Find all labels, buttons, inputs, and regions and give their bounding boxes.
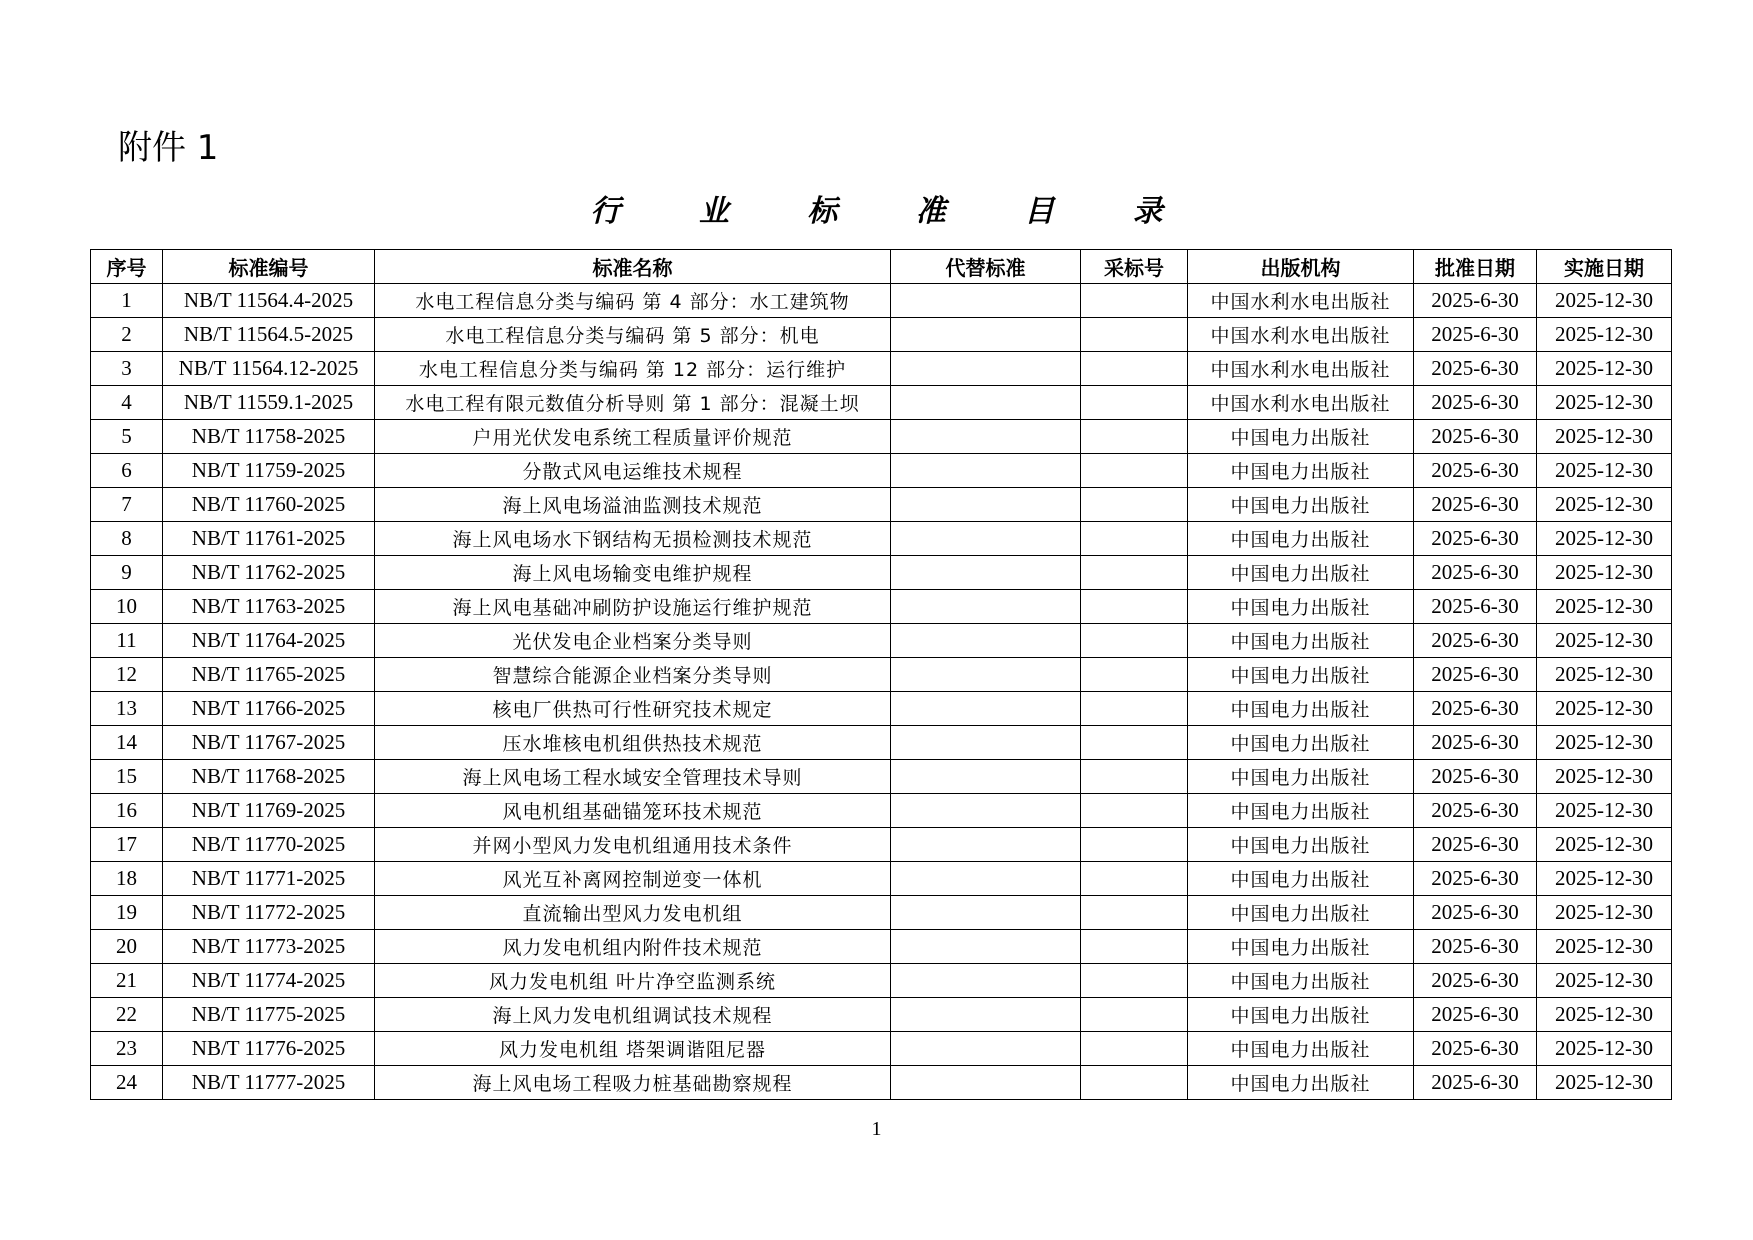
cell-publisher: 中国电力出版社 xyxy=(1188,590,1414,624)
cell-approval-date: 2025-6-30 xyxy=(1414,1032,1537,1066)
cell-standard-name: 海上风电场工程吸力桩基础勘察规程 xyxy=(375,1066,891,1100)
cell-replaced-standard xyxy=(891,420,1081,454)
table-row xyxy=(91,624,1672,658)
header-adopted-standard-number: 采标号 xyxy=(1081,250,1188,284)
table-row xyxy=(91,760,1672,794)
cell-standard-number: NB/T 11564.5-2025 xyxy=(163,318,375,352)
header-publisher: 出版机构 xyxy=(1188,250,1414,284)
cell-standard-number: NB/T 11767-2025 xyxy=(163,726,375,760)
cell-adopted-standard-number xyxy=(1081,760,1188,794)
cell-standard-number: NB/T 11768-2025 xyxy=(163,760,375,794)
cell-standard-number: NB/T 11764-2025 xyxy=(163,624,375,658)
attachment-label: 附件 1 xyxy=(118,128,219,168)
cell-index: 1 xyxy=(91,284,163,318)
cell-standard-name: 风力发电机组 叶片净空监测系统 xyxy=(375,964,891,998)
table-row xyxy=(91,488,1672,522)
cell-adopted-standard-number xyxy=(1081,420,1188,454)
cell-publisher: 中国电力出版社 xyxy=(1188,896,1414,930)
cell-standard-name: 海上风电场溢油监测技术规范 xyxy=(375,488,891,522)
cell-adopted-standard-number xyxy=(1081,1066,1188,1100)
cell-index: 11 xyxy=(91,624,163,658)
cell-implementation-date: 2025-12-30 xyxy=(1537,692,1672,726)
cell-standard-number: NB/T 11559.1-2025 xyxy=(163,386,375,420)
header-implementation-date: 实施日期 xyxy=(1537,250,1672,284)
header-replaced-standard: 代替标准 xyxy=(891,250,1081,284)
table-row xyxy=(91,930,1672,964)
cell-adopted-standard-number xyxy=(1081,964,1188,998)
cell-replaced-standard xyxy=(891,930,1081,964)
cell-implementation-date: 2025-12-30 xyxy=(1537,998,1672,1032)
cell-replaced-standard xyxy=(891,488,1081,522)
cell-replaced-standard xyxy=(891,590,1081,624)
cell-standard-name: 海上风电基础冲刷防护设施运行维护规范 xyxy=(375,590,891,624)
cell-standard-number: NB/T 11564.12-2025 xyxy=(163,352,375,386)
cell-standard-number: NB/T 11776-2025 xyxy=(163,1032,375,1066)
cell-standard-name: 智慧综合能源企业档案分类导则 xyxy=(375,658,891,692)
cell-implementation-date: 2025-12-30 xyxy=(1537,488,1672,522)
cell-approval-date: 2025-6-30 xyxy=(1414,998,1537,1032)
cell-publisher: 中国电力出版社 xyxy=(1188,692,1414,726)
table-row xyxy=(91,522,1672,556)
cell-approval-date: 2025-6-30 xyxy=(1414,692,1537,726)
cell-replaced-standard xyxy=(891,1066,1081,1100)
cell-implementation-date: 2025-12-30 xyxy=(1537,590,1672,624)
cell-publisher: 中国电力出版社 xyxy=(1188,930,1414,964)
cell-approval-date: 2025-6-30 xyxy=(1414,862,1537,896)
cell-replaced-standard xyxy=(891,386,1081,420)
cell-implementation-date: 2025-12-30 xyxy=(1537,386,1672,420)
cell-implementation-date: 2025-12-30 xyxy=(1537,862,1672,896)
cell-index: 6 xyxy=(91,454,163,488)
cell-standard-name: 户用光伏发电系统工程质量评价规范 xyxy=(375,420,891,454)
cell-approval-date: 2025-6-30 xyxy=(1414,420,1537,454)
cell-replaced-standard xyxy=(891,352,1081,386)
cell-adopted-standard-number xyxy=(1081,522,1188,556)
header-index: 序号 xyxy=(91,250,163,284)
cell-standard-name: 水电工程信息分类与编码 第 12 部分：运行维护 xyxy=(375,352,891,386)
cell-approval-date: 2025-6-30 xyxy=(1414,386,1537,420)
cell-implementation-date: 2025-12-30 xyxy=(1537,318,1672,352)
cell-publisher: 中国水利水电出版社 xyxy=(1188,352,1414,386)
cell-approval-date: 2025-6-30 xyxy=(1414,590,1537,624)
table-body xyxy=(91,284,1672,1100)
cell-implementation-date: 2025-12-30 xyxy=(1537,794,1672,828)
cell-approval-date: 2025-6-30 xyxy=(1414,760,1537,794)
cell-adopted-standard-number xyxy=(1081,896,1188,930)
cell-implementation-date: 2025-12-30 xyxy=(1537,1032,1672,1066)
table-row xyxy=(91,352,1672,386)
cell-adopted-standard-number xyxy=(1081,998,1188,1032)
cell-standard-number: NB/T 11766-2025 xyxy=(163,692,375,726)
cell-replaced-standard xyxy=(891,284,1081,318)
table-row xyxy=(91,692,1672,726)
table-row xyxy=(91,658,1672,692)
cell-approval-date: 2025-6-30 xyxy=(1414,454,1537,488)
cell-implementation-date: 2025-12-30 xyxy=(1537,556,1672,590)
cell-standard-number: NB/T 11770-2025 xyxy=(163,828,375,862)
cell-standard-name: 压水堆核电机组供热技术规范 xyxy=(375,726,891,760)
cell-implementation-date: 2025-12-30 xyxy=(1537,624,1672,658)
cell-publisher: 中国电力出版社 xyxy=(1188,760,1414,794)
cell-standard-number: NB/T 11760-2025 xyxy=(163,488,375,522)
cell-standard-number: NB/T 11777-2025 xyxy=(163,1066,375,1100)
cell-publisher: 中国电力出版社 xyxy=(1188,556,1414,590)
cell-adopted-standard-number xyxy=(1081,624,1188,658)
cell-index: 3 xyxy=(91,352,163,386)
cell-index: 24 xyxy=(91,1066,163,1100)
cell-approval-date: 2025-6-30 xyxy=(1414,726,1537,760)
page-title: 行 业 标 准 目 录 xyxy=(590,194,1197,229)
cell-publisher: 中国水利水电出版社 xyxy=(1188,284,1414,318)
cell-standard-name: 风力发电机组 塔架调谐阻尼器 xyxy=(375,1032,891,1066)
cell-implementation-date: 2025-12-30 xyxy=(1537,964,1672,998)
cell-standard-number: NB/T 11564.4-2025 xyxy=(163,284,375,318)
table-row xyxy=(91,1066,1672,1100)
cell-approval-date: 2025-6-30 xyxy=(1414,828,1537,862)
cell-index: 9 xyxy=(91,556,163,590)
cell-publisher: 中国电力出版社 xyxy=(1188,862,1414,896)
cell-standard-number: NB/T 11771-2025 xyxy=(163,862,375,896)
cell-replaced-standard xyxy=(891,454,1081,488)
cell-adopted-standard-number xyxy=(1081,318,1188,352)
cell-replaced-standard xyxy=(891,964,1081,998)
table-row xyxy=(91,828,1672,862)
cell-standard-name: 水电工程信息分类与编码 第 5 部分：机电 xyxy=(375,318,891,352)
cell-adopted-standard-number xyxy=(1081,284,1188,318)
cell-index: 16 xyxy=(91,794,163,828)
cell-adopted-standard-number xyxy=(1081,726,1188,760)
cell-approval-date: 2025-6-30 xyxy=(1414,930,1537,964)
cell-standard-name: 海上风电场工程水域安全管理技术导则 xyxy=(375,760,891,794)
cell-adopted-standard-number xyxy=(1081,556,1188,590)
cell-index: 23 xyxy=(91,1032,163,1066)
cell-standard-name: 海上风电场水下钢结构无损检测技术规范 xyxy=(375,522,891,556)
cell-standard-number: NB/T 11773-2025 xyxy=(163,930,375,964)
cell-implementation-date: 2025-12-30 xyxy=(1537,522,1672,556)
cell-standard-name: 直流输出型风力发电机组 xyxy=(375,896,891,930)
cell-index: 12 xyxy=(91,658,163,692)
cell-publisher: 中国电力出版社 xyxy=(1188,488,1414,522)
cell-publisher: 中国电力出版社 xyxy=(1188,624,1414,658)
cell-publisher: 中国电力出版社 xyxy=(1188,1066,1414,1100)
cell-replaced-standard xyxy=(891,556,1081,590)
cell-replaced-standard xyxy=(891,828,1081,862)
cell-replaced-standard xyxy=(891,998,1081,1032)
cell-approval-date: 2025-6-30 xyxy=(1414,624,1537,658)
cell-implementation-date: 2025-12-30 xyxy=(1537,828,1672,862)
cell-publisher: 中国电力出版社 xyxy=(1188,998,1414,1032)
cell-replaced-standard xyxy=(891,318,1081,352)
cell-standard-number: NB/T 11775-2025 xyxy=(163,998,375,1032)
header-standard-name: 标准名称 xyxy=(375,250,891,284)
cell-implementation-date: 2025-12-30 xyxy=(1537,284,1672,318)
cell-approval-date: 2025-6-30 xyxy=(1414,794,1537,828)
cell-adopted-standard-number xyxy=(1081,454,1188,488)
table-row xyxy=(91,1032,1672,1066)
cell-adopted-standard-number xyxy=(1081,862,1188,896)
cell-index: 21 xyxy=(91,964,163,998)
cell-replaced-standard xyxy=(891,1032,1081,1066)
cell-adopted-standard-number xyxy=(1081,386,1188,420)
cell-standard-name: 分散式风电运维技术规程 xyxy=(375,454,891,488)
cell-replaced-standard xyxy=(891,760,1081,794)
cell-index: 18 xyxy=(91,862,163,896)
standards-table xyxy=(90,249,1672,1100)
cell-index: 20 xyxy=(91,930,163,964)
cell-standard-number: NB/T 11765-2025 xyxy=(163,658,375,692)
cell-standard-name: 水电工程信息分类与编码 第 4 部分：水工建筑物 xyxy=(375,284,891,318)
cell-replaced-standard xyxy=(891,726,1081,760)
cell-standard-number: NB/T 11761-2025 xyxy=(163,522,375,556)
cell-implementation-date: 2025-12-30 xyxy=(1537,420,1672,454)
cell-implementation-date: 2025-12-30 xyxy=(1537,896,1672,930)
cell-replaced-standard xyxy=(891,896,1081,930)
cell-adopted-standard-number xyxy=(1081,828,1188,862)
table-row xyxy=(91,556,1672,590)
table-row xyxy=(91,386,1672,420)
cell-publisher: 中国水利水电出版社 xyxy=(1188,386,1414,420)
cell-approval-date: 2025-6-30 xyxy=(1414,658,1537,692)
cell-implementation-date: 2025-12-30 xyxy=(1537,1066,1672,1100)
page-number: 1 xyxy=(871,1118,882,1140)
cell-standard-name: 并网小型风力发电机组通用技术条件 xyxy=(375,828,891,862)
cell-publisher: 中国电力出版社 xyxy=(1188,828,1414,862)
table-row xyxy=(91,998,1672,1032)
cell-approval-date: 2025-6-30 xyxy=(1414,522,1537,556)
cell-adopted-standard-number xyxy=(1081,1032,1188,1066)
cell-standard-number: NB/T 11758-2025 xyxy=(163,420,375,454)
table-row xyxy=(91,964,1672,998)
cell-approval-date: 2025-6-30 xyxy=(1414,1066,1537,1100)
table-header-row xyxy=(91,250,1672,284)
cell-approval-date: 2025-6-30 xyxy=(1414,488,1537,522)
cell-adopted-standard-number xyxy=(1081,794,1188,828)
cell-adopted-standard-number xyxy=(1081,352,1188,386)
cell-standard-number: NB/T 11774-2025 xyxy=(163,964,375,998)
cell-index: 15 xyxy=(91,760,163,794)
cell-standard-number: NB/T 11763-2025 xyxy=(163,590,375,624)
cell-index: 7 xyxy=(91,488,163,522)
cell-standard-number: NB/T 11762-2025 xyxy=(163,556,375,590)
cell-index: 17 xyxy=(91,828,163,862)
cell-adopted-standard-number xyxy=(1081,658,1188,692)
cell-index: 5 xyxy=(91,420,163,454)
table-row xyxy=(91,420,1672,454)
cell-approval-date: 2025-6-30 xyxy=(1414,284,1537,318)
cell-replaced-standard xyxy=(891,658,1081,692)
cell-implementation-date: 2025-12-30 xyxy=(1537,760,1672,794)
table-row xyxy=(91,896,1672,930)
cell-standard-name: 海上风力发电机组调试技术规程 xyxy=(375,998,891,1032)
cell-replaced-standard xyxy=(891,692,1081,726)
cell-approval-date: 2025-6-30 xyxy=(1414,964,1537,998)
cell-publisher: 中国水利水电出版社 xyxy=(1188,318,1414,352)
cell-adopted-standard-number xyxy=(1081,488,1188,522)
cell-standard-name: 风光互补离网控制逆变一体机 xyxy=(375,862,891,896)
cell-index: 2 xyxy=(91,318,163,352)
cell-standard-number: NB/T 11769-2025 xyxy=(163,794,375,828)
cell-publisher: 中国电力出版社 xyxy=(1188,420,1414,454)
cell-standard-number: NB/T 11759-2025 xyxy=(163,454,375,488)
cell-approval-date: 2025-6-30 xyxy=(1414,318,1537,352)
table-row xyxy=(91,590,1672,624)
cell-index: 13 xyxy=(91,692,163,726)
cell-publisher: 中国电力出版社 xyxy=(1188,522,1414,556)
table-row xyxy=(91,284,1672,318)
table-row xyxy=(91,862,1672,896)
cell-standard-name: 海上风电场输变电维护规程 xyxy=(375,556,891,590)
cell-approval-date: 2025-6-30 xyxy=(1414,896,1537,930)
cell-replaced-standard xyxy=(891,624,1081,658)
cell-index: 19 xyxy=(91,896,163,930)
cell-adopted-standard-number xyxy=(1081,590,1188,624)
cell-standard-name: 水电工程有限元数值分析导则 第 1 部分：混凝土坝 xyxy=(375,386,891,420)
cell-adopted-standard-number xyxy=(1081,692,1188,726)
cell-publisher: 中国电力出版社 xyxy=(1188,794,1414,828)
header-standard-number: 标准编号 xyxy=(163,250,375,284)
cell-index: 4 xyxy=(91,386,163,420)
cell-publisher: 中国电力出版社 xyxy=(1188,964,1414,998)
cell-replaced-standard xyxy=(891,794,1081,828)
cell-approval-date: 2025-6-30 xyxy=(1414,352,1537,386)
table-row xyxy=(91,794,1672,828)
cell-publisher: 中国电力出版社 xyxy=(1188,454,1414,488)
cell-index: 8 xyxy=(91,522,163,556)
table-row xyxy=(91,318,1672,352)
cell-standard-name: 风力发电机组内附件技术规范 xyxy=(375,930,891,964)
cell-index: 22 xyxy=(91,998,163,1032)
cell-standard-name: 核电厂供热可行性研究技术规定 xyxy=(375,692,891,726)
cell-implementation-date: 2025-12-30 xyxy=(1537,726,1672,760)
cell-implementation-date: 2025-12-30 xyxy=(1537,352,1672,386)
header-approval-date: 批准日期 xyxy=(1414,250,1537,284)
cell-publisher: 中国电力出版社 xyxy=(1188,658,1414,692)
cell-index: 14 xyxy=(91,726,163,760)
cell-implementation-date: 2025-12-30 xyxy=(1537,454,1672,488)
cell-adopted-standard-number xyxy=(1081,930,1188,964)
table-row xyxy=(91,726,1672,760)
cell-implementation-date: 2025-12-30 xyxy=(1537,930,1672,964)
cell-index: 10 xyxy=(91,590,163,624)
table-row xyxy=(91,454,1672,488)
cell-publisher: 中国电力出版社 xyxy=(1188,726,1414,760)
cell-standard-number: NB/T 11772-2025 xyxy=(163,896,375,930)
cell-approval-date: 2025-6-30 xyxy=(1414,556,1537,590)
cell-replaced-standard xyxy=(891,522,1081,556)
cell-replaced-standard xyxy=(891,862,1081,896)
cell-publisher: 中国电力出版社 xyxy=(1188,1032,1414,1066)
cell-implementation-date: 2025-12-30 xyxy=(1537,658,1672,692)
cell-standard-name: 风电机组基础锚笼环技术规范 xyxy=(375,794,891,828)
cell-standard-name: 光伏发电企业档案分类导则 xyxy=(375,624,891,658)
